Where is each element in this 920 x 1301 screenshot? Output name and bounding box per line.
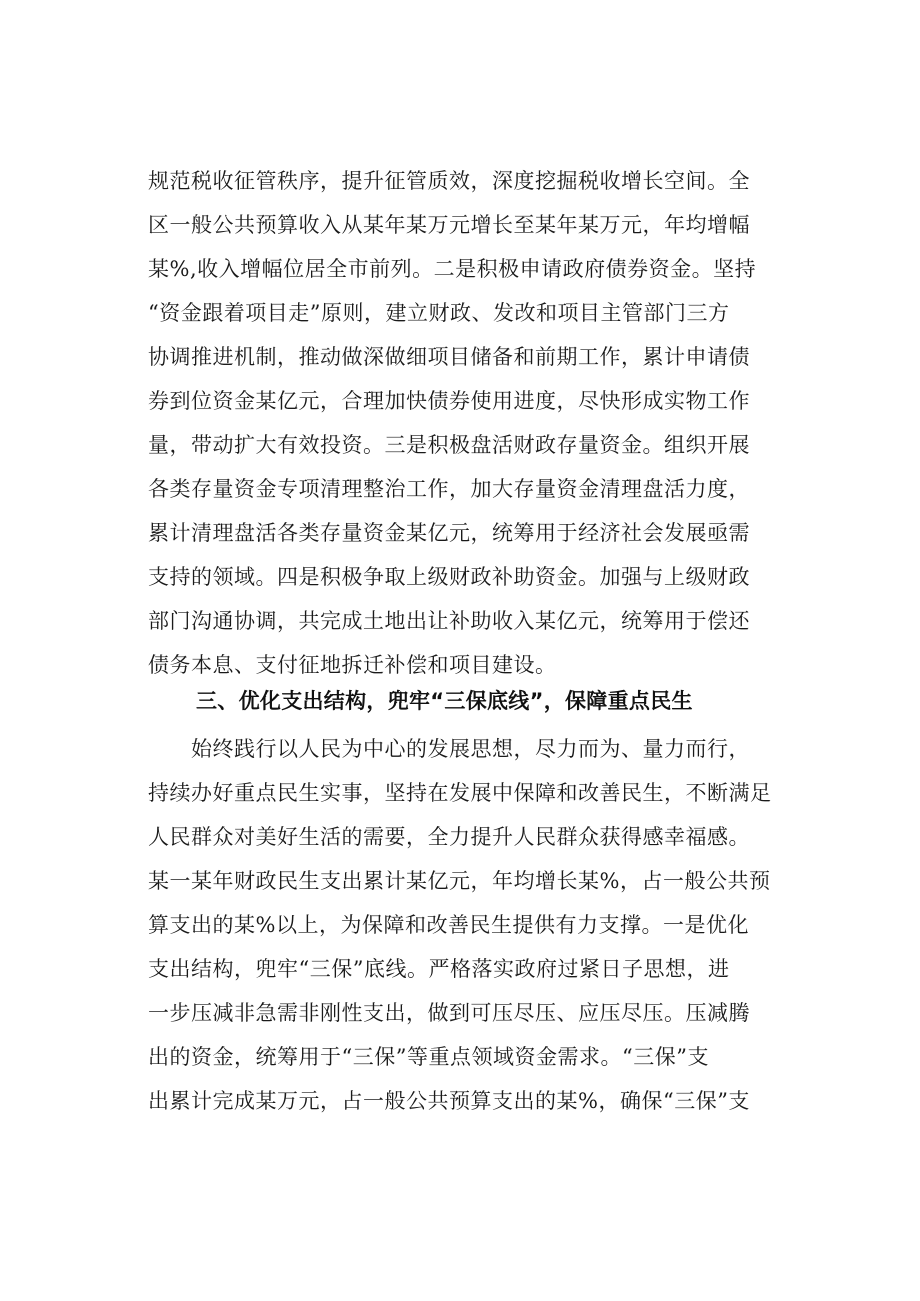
text-line: 各类存量资金专项清理整治工作，加大存量资金清理盘活力度， (148, 477, 750, 501)
text-line: 持续办好重点民生实事，坚持在发展中保障和改善民生，不断满足 (148, 781, 772, 805)
text-line: 累计清理盘活各类存量资金某亿元，统筹用于经济社会发展亟需 (148, 521, 750, 545)
text-line: 算支出的某%以上，为保障和改善民生提供有力支撑。一是优化 (148, 913, 749, 937)
text-line: 某%,收入增幅位居全市前列。二是积极申请政府债券资金。坚持 (148, 257, 757, 281)
text-line: 支出结构，兜牢“三保”底线。严格落实政府过紧日子思想，进 (148, 957, 730, 981)
text-line: 量，带动扩大有效投资。三是积极盘活财政存量资金。组织开展 (148, 433, 750, 457)
text-line: 出累计完成某万元，占一般公共预算支出的某%，确保“三保”支 (148, 1089, 750, 1113)
text-line: 规范税收征管秩序，提升征管质效，深度挖掘税收增长空间。全 (148, 169, 750, 193)
text-line: 一步压减非急需非刚性支出，做到可压尽压、应压尽压。压减腾 (148, 1001, 750, 1025)
text-line: 债务本息、支付征地拆迁补偿和项目建设。 (148, 653, 557, 677)
text-line: 支持的领域。四是积极争取上级财政补助资金。加强与上级财政 (148, 565, 750, 589)
text-line: 始终践行以人民为中心的发展思想，尽力而为、量力而行， (148, 737, 750, 761)
text-line: “资金跟着项目走”原则，建立财政、发改和项目主管部门三方 (148, 301, 730, 325)
text-line: 出的资金，统筹用于“三保”等重点领域资金需求。“三保”支 (148, 1045, 709, 1069)
text-line: 部门沟通协调，共完成土地出让补助收入某亿元，统筹用于偿还 (148, 609, 750, 633)
text-line: 区一般公共预算收入从某年某万元增长至某年某万元，年均增幅 (148, 213, 750, 237)
text-line: 某一某年财政民生支出累计某亿元，年均增长某%，占一般公共预 (148, 869, 771, 893)
text-line: 券到位资金某亿元，合理加快债券使用进度，尽快形成实物工作 (148, 389, 750, 413)
section-heading: 三、优化支出结构，兜牢“三保底线”，保障重点民生 (196, 689, 693, 713)
text-line: 人民群众对美好生活的需要，全力提升人民群众获得感幸福感。 (148, 825, 750, 849)
text-line: 协调推进机制，推动做深做细项目储备和前期工作，累计申请债 (148, 345, 750, 369)
